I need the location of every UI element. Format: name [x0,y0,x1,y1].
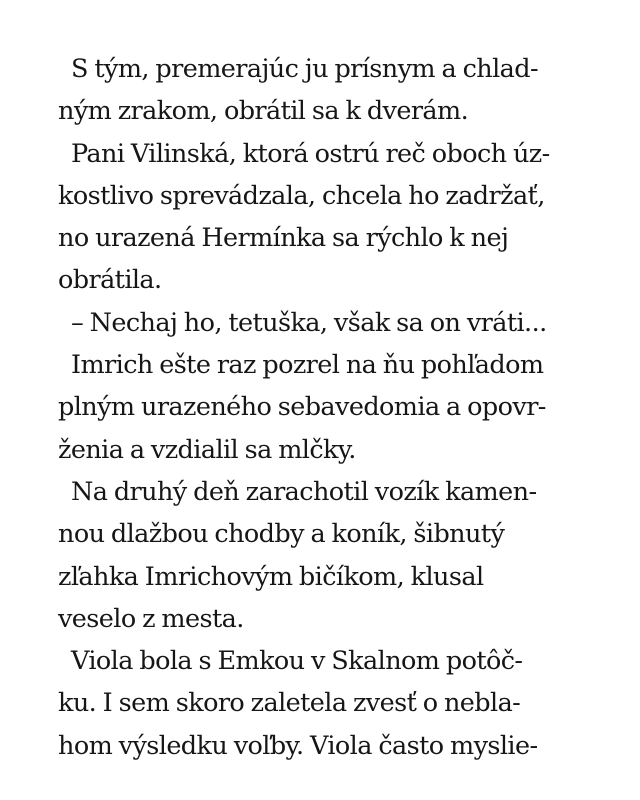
book-page-text [58,48,588,767]
text-line: ným zrakom, obrátil sa k dverám. [58,96,469,127]
text-line: S tým, premerajúc ju prísnym a chlad- [71,54,539,84]
text-line: ku. I sem skoro zaletela zvesť o nebla- [58,688,521,719]
text-line: ženia a vzdialil sa mlčky. [58,434,356,465]
text-line: obrátila. [58,265,162,296]
paragraph [58,640,588,767]
paragraph [58,471,588,640]
text-line: zľahka Imrichovým bičíkom, klusal [58,561,484,592]
text-line: Imrich ešte raz pozrel na ňu pohľadom [71,350,544,381]
paragraph [58,344,588,471]
text-line: kostlivo sprevádzala, chcela ho zadržať, [58,180,545,211]
text-line: Viola bola s Emkou v Skalnom potôč- [71,646,523,677]
text-line: plným urazeného sebavedomia a opovr- [58,392,546,423]
text-line: – Nechaj ho, tetuška, však sa on vráti... [71,307,547,338]
text-line: veselo z mesta. [58,603,244,634]
paragraph [58,133,588,302]
text-line: Pani Vilinská, ktorá ostrú reč oboch úz- [71,138,550,169]
text-line: hom výsledku voľby. Viola často myslie- [58,730,538,761]
paragraph [58,302,588,344]
text-line: no urazená Hermínka sa rýchlo k nej [58,223,509,254]
text-line: Na druhý deň zarachotil vozík kamen- [71,476,537,507]
text-line: nou dlažbou chodby a koník, šibnutý [58,519,505,550]
paragraph [58,48,588,133]
